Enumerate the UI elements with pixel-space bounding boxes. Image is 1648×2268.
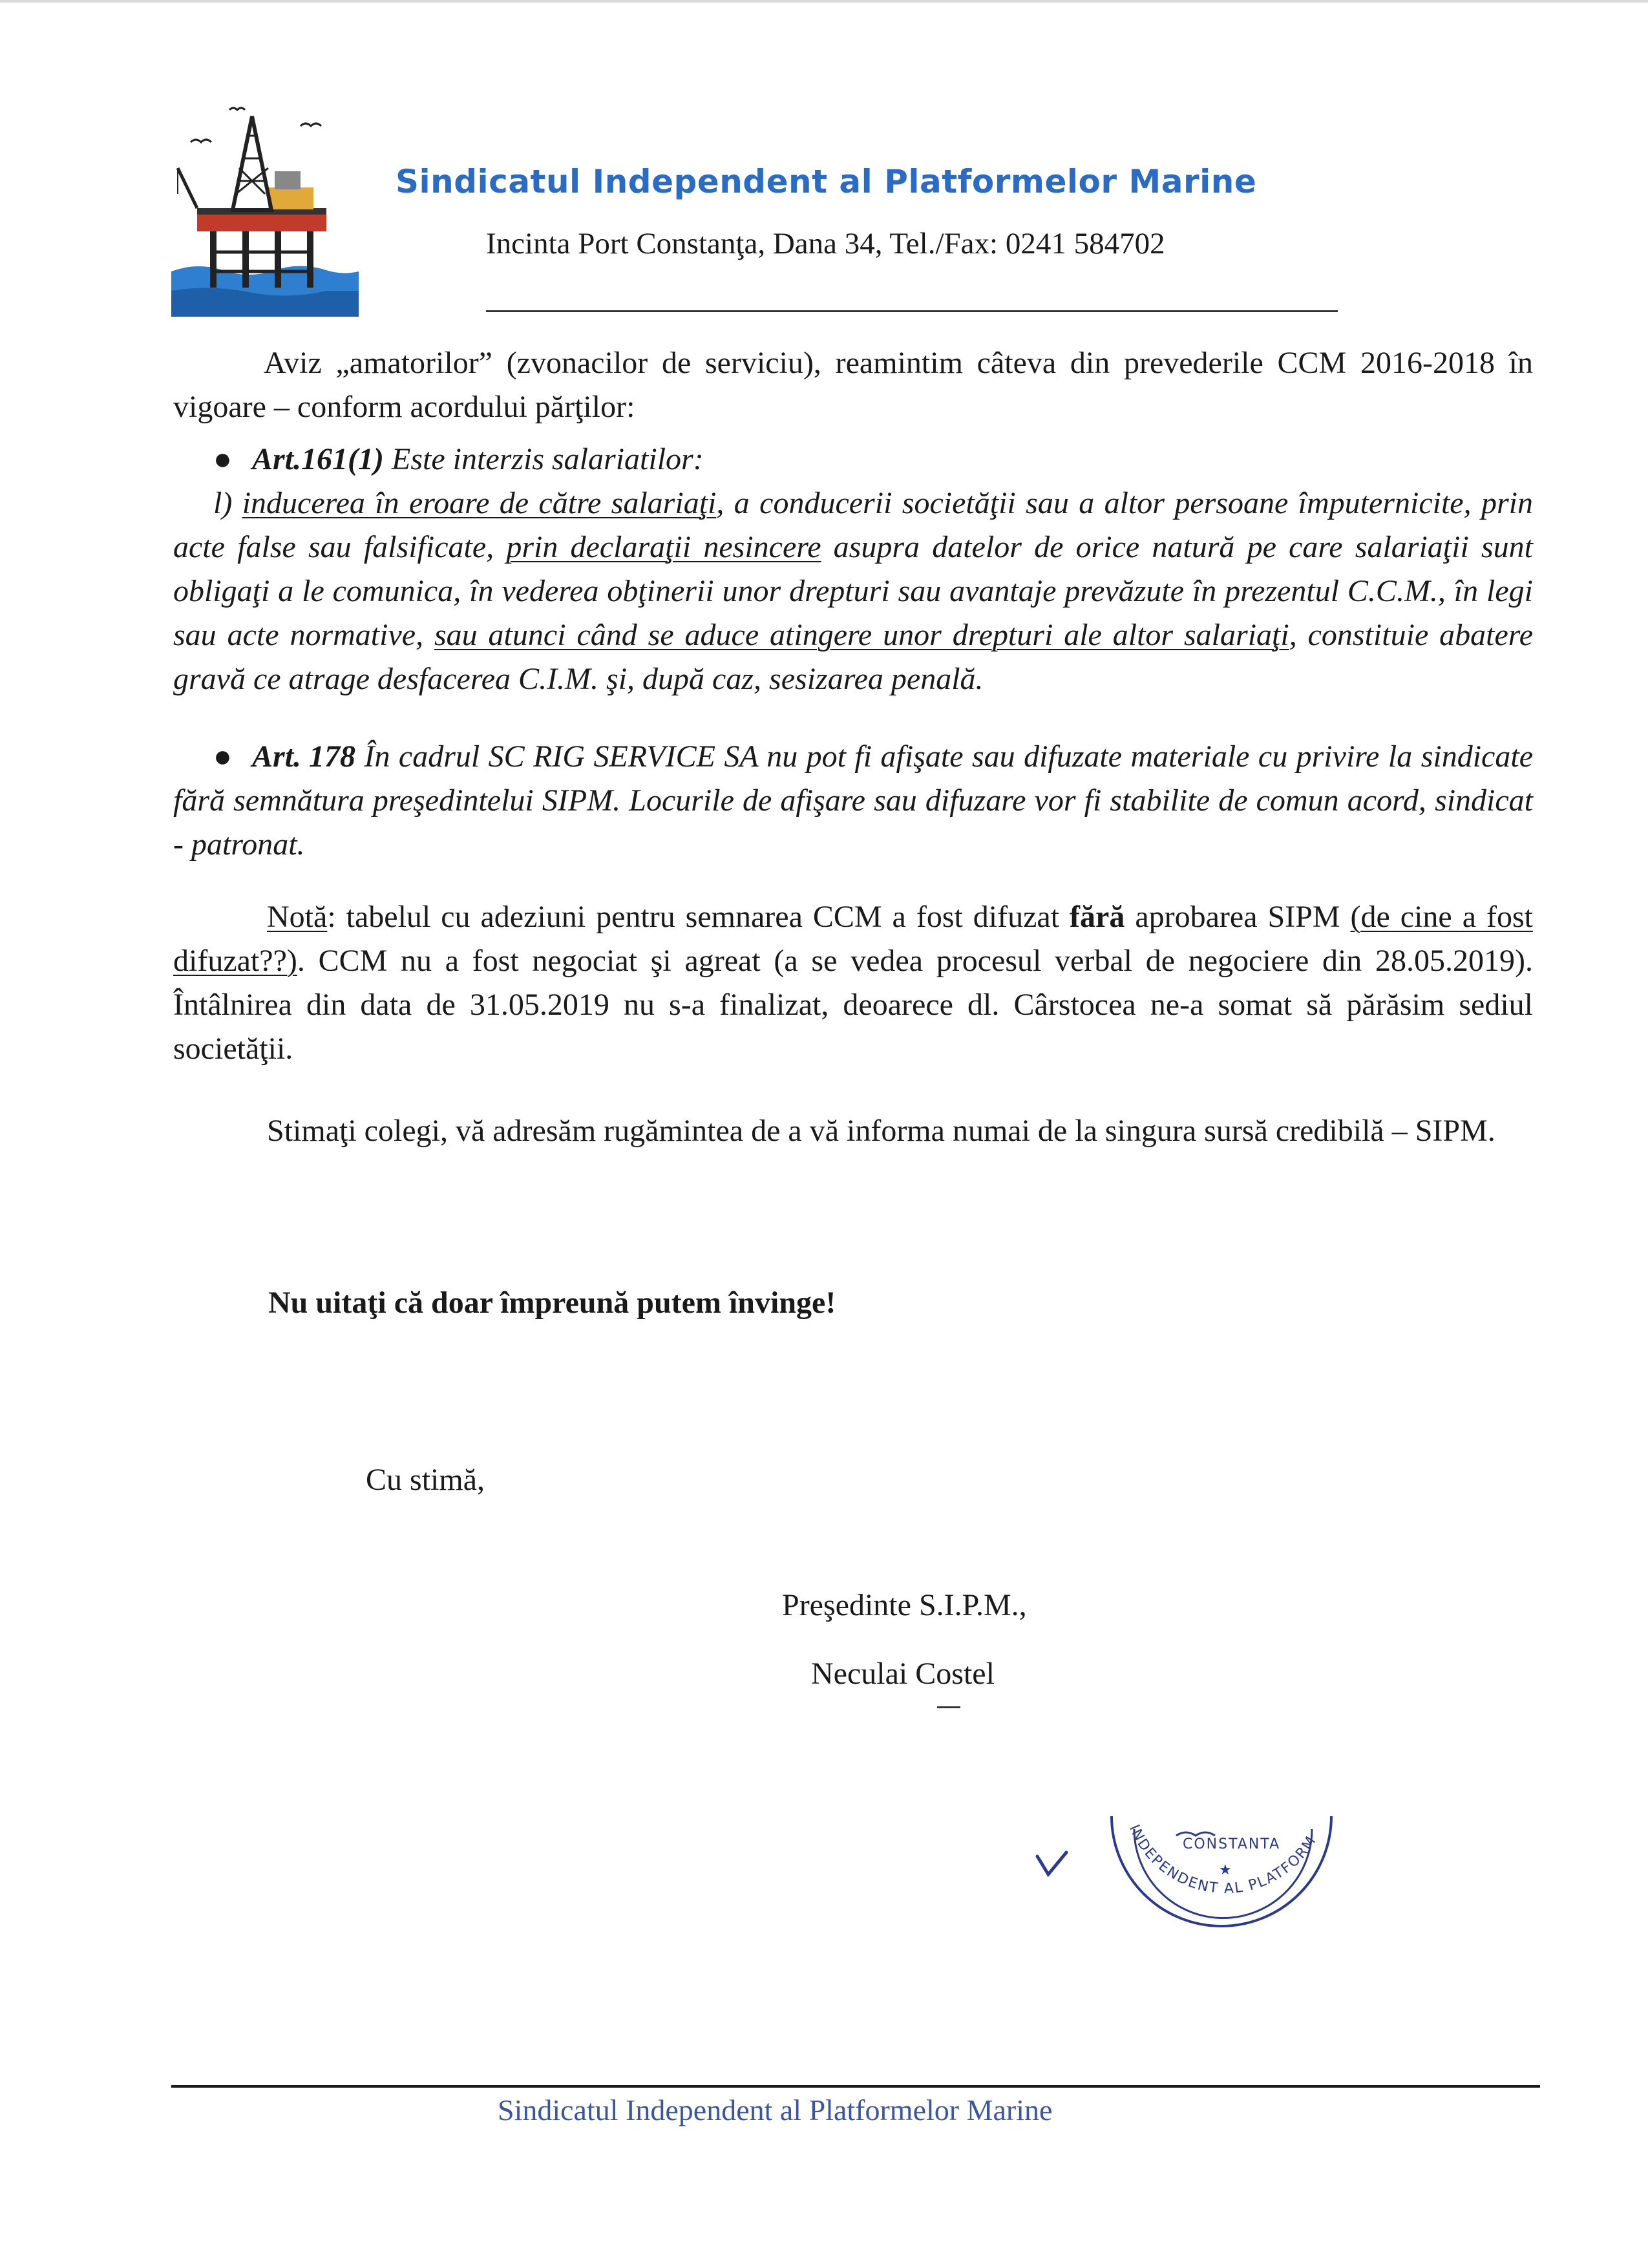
note-bold-word: fără — [1070, 900, 1125, 934]
stamp-ring-text: INDEPENDENT AL PLATFORM — [1125, 1822, 1320, 1898]
article-161-heading — [213, 438, 1506, 482]
note-underlined-question: (de cine a fost difuzat??) — [173, 900, 1533, 978]
note-text-2: aprobarea SIPM — [1125, 900, 1351, 934]
union-stamp — [1099, 1810, 1344, 1984]
clause-text-2: asupra datelor de orice natură pe care salariaţii sunt obligaţi a le comunica, în vederea obţinerii unor drepturi sau avantaje prevăzute în prezentul C.C.M., în legi sau acte normative, — [173, 530, 1534, 652]
note-text-3: . CCM nu a fost negociat şi agreat (a se vedea procesul verbal de negociere din 28.05.2019). Întâlnirea din data de 31.05.2019 nu s-a finalizat, deoarece dl. Cârstocea ne-a somat să părăsim sediul societăţii. — [173, 944, 1533, 1066]
organization-address: Incinta Port Constanţa, Dana 34, Tel./Fax: 0241 584702 — [486, 227, 1165, 260]
clause-text-3: , constituie abatere gravă ce atrage desfacerea C.I.M. şi, după caz, sesizarea penală. — [173, 618, 1533, 696]
underlined-phrase-2: prin declaraţii nesincere — [506, 530, 821, 564]
footer-organization-name: Sindicatul Independent al Platformelor Marine — [498, 2093, 1053, 2126]
article-178-text — [173, 735, 1533, 867]
note-text-1: : tabelul cu adeziuni pentru semnarea CCM a fost difuzat — [327, 900, 1070, 934]
stamp-city: CONSTANTA — [1183, 1836, 1281, 1852]
star-icon: ★ — [1219, 1862, 1233, 1878]
clause-label: l) — [213, 486, 233, 520]
closing-greeting: Cu stimă, — [366, 1463, 485, 1497]
oil-platform-logo — [171, 97, 359, 317]
signatory-role: Preşedinte S.I.P.M., — [782, 1588, 1027, 1622]
note-label: Notă — [267, 900, 328, 934]
footer-divider — [171, 2085, 1540, 2088]
slogan: Nu uitaţi că doar împreună putem învinge! — [268, 1286, 836, 1320]
signature-mark — [937, 1706, 960, 1708]
appeal-paragraph: Stimaţi colegi, vă adresăm rugămintea de a vă informa numai de la singura sursă credibilă – SIPM. — [267, 1114, 1495, 1148]
article-161-label: Art.161(1) — [252, 442, 384, 476]
header-divider — [486, 310, 1338, 312]
handwritten-initials — [1034, 1849, 1073, 1881]
article-161-text — [173, 482, 1533, 701]
underlined-phrase-1: inducerea în eroare de către salariaţi — [242, 486, 717, 520]
clause-text-1: , a conducerii societăţii sau a altor persoane împuternicite, prin acte false sau falsificate, — [173, 486, 1534, 564]
underlined-phrase-3: sau atunci când se aduce atingere unor drepturi ale altor salariaţi — [434, 618, 1289, 652]
top-border — [0, 0, 1648, 3]
article-178-body: În cadrul SC RIG SERVICE SA nu pot fi afişate sau difuzate materiale cu privire la sindicate fără semnătura preşedintelui SIPM. Locurile de afişare sau difuzare vor fi stabilite de comun acord, sindicat - patronat. — [173, 739, 1533, 862]
note-paragraph — [173, 895, 1533, 1071]
bullet-icon: ● — [213, 739, 232, 774]
article-161-intro: Este interzis salariatilor: — [384, 442, 704, 476]
organization-name: Sindicatul Independent al Platformelor Marine — [396, 163, 1257, 200]
bullet-icon: ● — [213, 442, 232, 476]
signatory-name: Neculai Costel — [811, 1657, 995, 1691]
lead-paragraph: Aviz „amatorilor” (zvonacilor de serviciu), reamintim câteva din prevederile CCM 2016-2018 în vigoare – conform acordului părţilor: — [173, 346, 1533, 424]
article-178-label: Art. 178 — [252, 739, 356, 774]
